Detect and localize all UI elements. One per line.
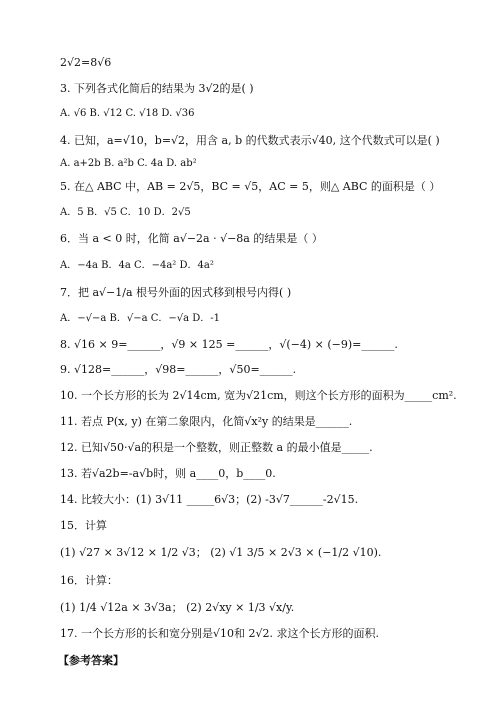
q11: 11. 若点 P(x, y) 在第二象限内，化简√x²y 的结果是______. [60,415,353,428]
q16-heading: 16．计算： [60,574,118,587]
q13: 13. 若√a2b=-a√b时，则 a____0，b____0. [60,467,276,480]
q3-options: A. √6 B. √12 C. √18 D. √36 [60,108,195,119]
q7-options: A．−√−a B．√−a C．−√a D．-1 [60,313,221,324]
q3-stem: 3. 下列各式化简后的结果为 3√2的是( ) [60,82,254,95]
q15-heading: 15．计算 [60,519,107,532]
q9: 9. √128=______，√98=______，√50=______. [60,363,297,376]
line-intro: 2√2=8√6 [60,56,112,69]
q10: 10. 一个长方形的长为 2√14cm, 宽为√21cm，则这个长方形的面积为_____cm². [60,389,457,402]
q7-stem: 7．把 a√−1/a 根号外面的因式移到根号内得( ) [60,286,292,299]
q12: 12. 已知√50·√a的积是一个整数，则正整数 a 的最小值是_____. [60,441,373,454]
q15-parts: (1) √27 × 3√12 × 1/2 √3； (2) √1 3/5 × 2√3 × (−1/2 √10). [60,546,382,559]
q14: 14. 比较大小：(1) 3√11 _____6√3；(2) -3√7______-2√15. [60,493,359,506]
q4-options: A. a+2b B. a²b C. 4a D. ab² [60,158,197,169]
q4-stem: 4. 已知，a=√10，b=√2，用含 a, b 的代数式表示√40, 这个代数式可以是( ) [60,134,440,147]
q16-parts: (1) 1/4 √12a × 3√3a； (2) 2√xy × 1/3 √x/y. [60,601,295,614]
answer-key-heading: 【参考答案】 [58,654,124,667]
q8: 8. √16 × 9=______，√9 × 125 =______，√(−4) × (−9)=______. [60,338,398,351]
q6-options: A．−4a B．4a C．−4a² D．4a² [60,260,214,271]
q17: 17. 一个长方形的长和宽分别是√10和 2√2. 求这个长方形的面积. [60,627,379,640]
q5-options: A．5 B．√5 C．10 D．2√5 [60,207,191,218]
q6-stem: 6．当 a < 0 时，化简 a√−2a · √−8a 的结果是（ ） [60,232,323,245]
q5-stem: 5. 在△ ABC 中，AB = 2√5，BC = √5，AC = 5，则△ ABC 的面积是（ ） [60,180,441,193]
